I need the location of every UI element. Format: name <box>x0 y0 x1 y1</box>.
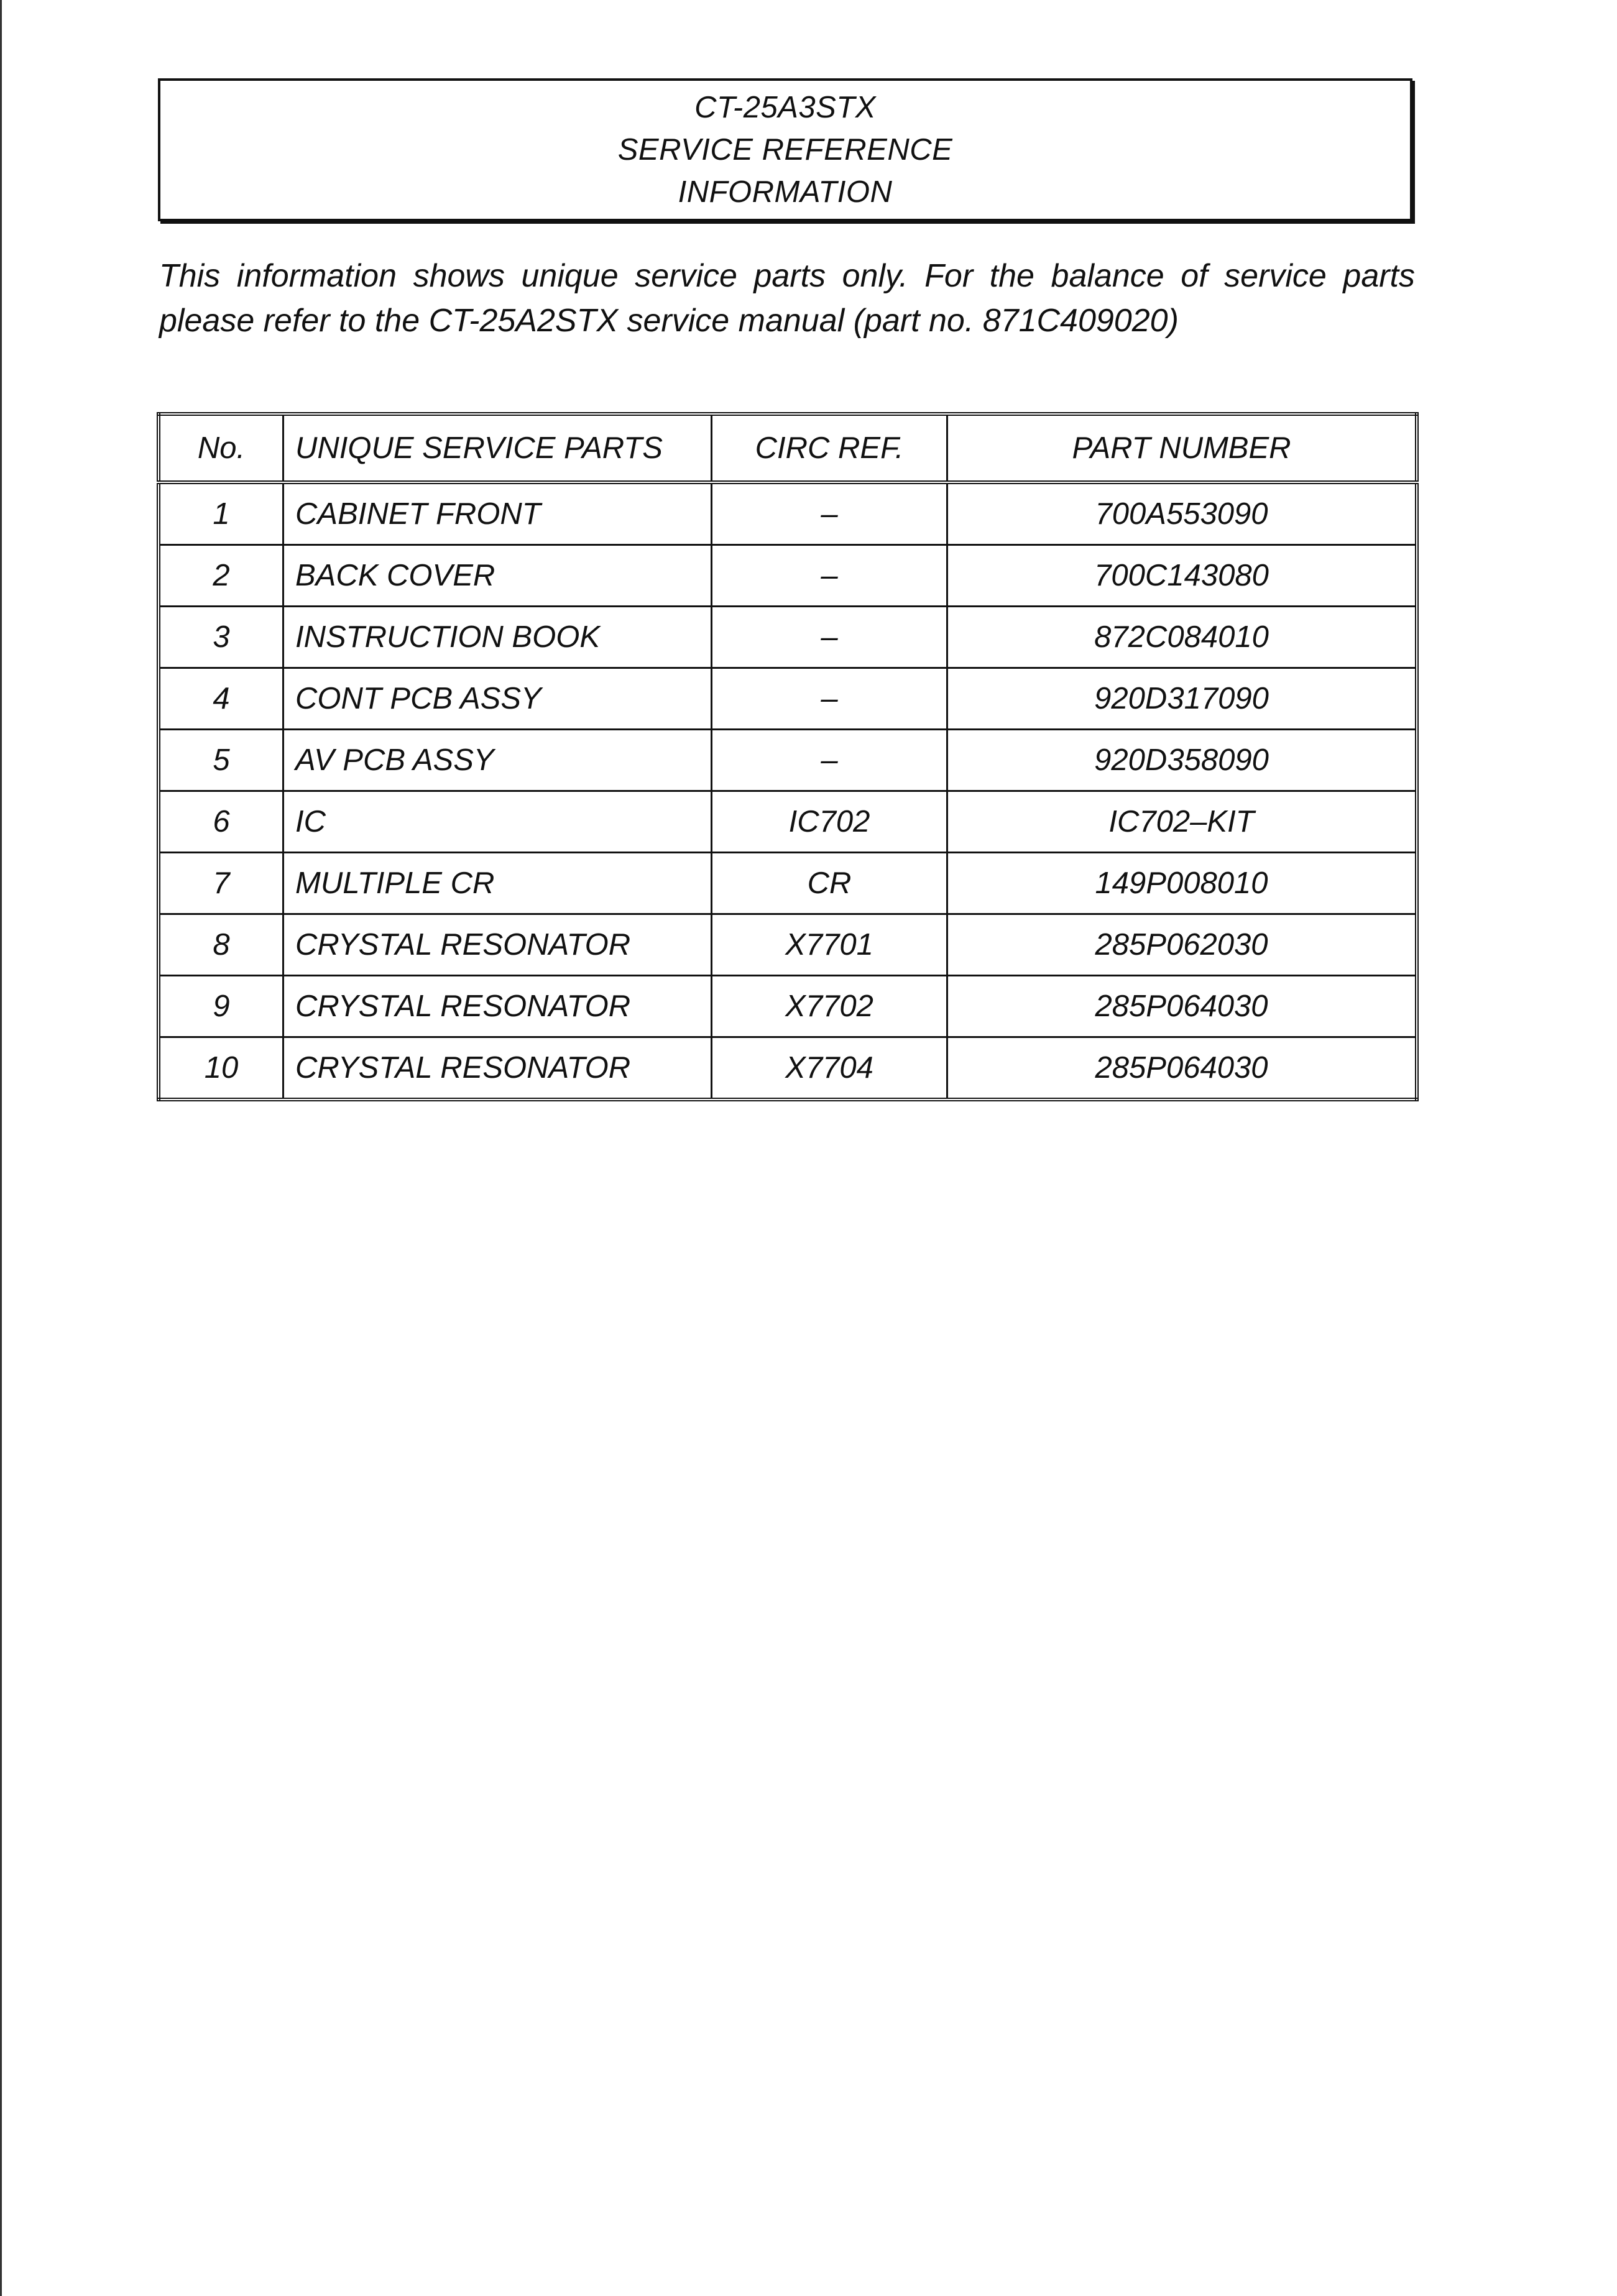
part-description: CRYSTAL RESONATOR <box>283 976 712 1037</box>
row-number: 3 <box>159 607 283 668</box>
row-number: 1 <box>159 482 283 545</box>
column-header-unique-service-parts: UNIQUE SERVICE PARTS <box>283 414 712 482</box>
part-number: 285P062030 <box>947 914 1417 976</box>
title-line-information: INFORMATION <box>678 175 893 209</box>
column-header-circ-ref: CIRC REF. <box>712 414 947 482</box>
circuit-reference: X7704 <box>712 1037 947 1100</box>
part-description: CRYSTAL RESONATOR <box>283 1037 712 1100</box>
row-number: 5 <box>159 730 283 791</box>
table-row <box>159 791 1417 853</box>
circuit-reference: – <box>712 668 947 730</box>
part-number: 872C084010 <box>947 607 1417 668</box>
table-row <box>159 914 1417 976</box>
intro-paragraph <box>159 254 1415 343</box>
row-number: 4 <box>159 668 283 730</box>
table-row <box>159 482 1417 545</box>
table-row <box>159 545 1417 607</box>
circuit-reference: CR <box>712 853 947 914</box>
column-header-no: No. <box>159 414 283 482</box>
part-description: BACK COVER <box>283 545 712 607</box>
part-number: 920D358090 <box>947 730 1417 791</box>
table-row <box>159 730 1417 791</box>
table-header-row <box>159 414 1417 482</box>
row-number: 9 <box>159 976 283 1037</box>
circuit-reference: – <box>712 482 947 545</box>
title-line-service-reference: SERVICE REFERENCE <box>617 133 953 167</box>
title-box <box>158 78 1412 221</box>
part-description: CABINET FRONT <box>283 482 712 545</box>
table-row <box>159 976 1417 1037</box>
intro-line-1: This information shows unique service parts only. For the balance of service parts <box>159 258 1415 294</box>
part-description: CRYSTAL RESONATOR <box>283 914 712 976</box>
column-header-part-number: PART NUMBER <box>947 414 1417 482</box>
row-number: 6 <box>159 791 283 853</box>
row-number: 7 <box>159 853 283 914</box>
row-number: 2 <box>159 545 283 607</box>
intro-line-2: please refer to the CT-25A2STX service manual (part no. 871C409020) <box>159 303 1179 339</box>
table-row <box>159 1037 1417 1100</box>
table-row <box>159 668 1417 730</box>
part-number: 285P064030 <box>947 1037 1417 1100</box>
circuit-reference: – <box>712 730 947 791</box>
service-parts-table <box>157 412 1419 1101</box>
part-number: 700C143080 <box>947 545 1417 607</box>
table-row <box>159 853 1417 914</box>
part-description: MULTIPLE CR <box>283 853 712 914</box>
part-description: INSTRUCTION BOOK <box>283 607 712 668</box>
row-number: 8 <box>159 914 283 976</box>
part-number: 700A553090 <box>947 482 1417 545</box>
row-number: 10 <box>159 1037 283 1100</box>
page-left-edge <box>0 0 2 2296</box>
part-number: IC702–KIT <box>947 791 1417 853</box>
circuit-reference: X7702 <box>712 976 947 1037</box>
part-number: 920D317090 <box>947 668 1417 730</box>
circuit-reference: – <box>712 607 947 668</box>
model-title: CT-25A3STX <box>694 91 876 124</box>
part-number: 149P008010 <box>947 853 1417 914</box>
circuit-reference: X7701 <box>712 914 947 976</box>
part-description: IC <box>283 791 712 853</box>
table-row <box>159 607 1417 668</box>
part-description: AV PCB ASSY <box>283 730 712 791</box>
circuit-reference: IC702 <box>712 791 947 853</box>
part-description: CONT PCB ASSY <box>283 668 712 730</box>
circuit-reference: – <box>712 545 947 607</box>
part-number: 285P064030 <box>947 976 1417 1037</box>
